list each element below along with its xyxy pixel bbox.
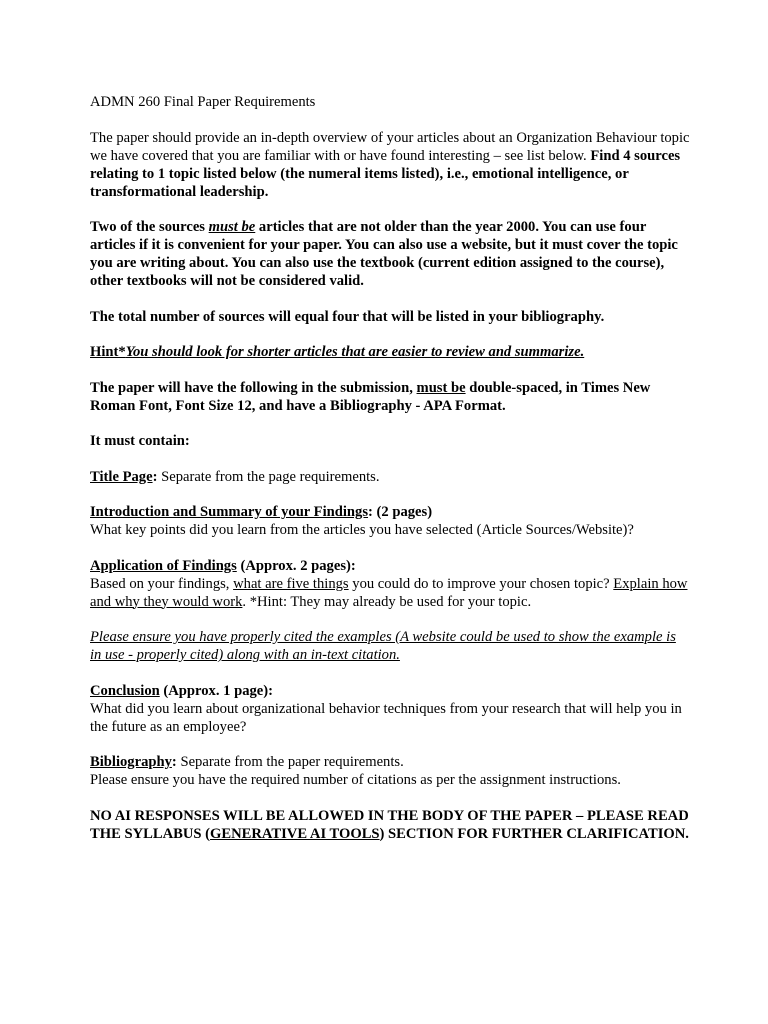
format-rest: double-spaced, in Times New Roman Font, Font Size 12, and have a Bibliography - APA Format.: [90, 379, 651, 414]
application-underlined-2: Explain how and why they would work: [90, 575, 688, 610]
must-contain-text: It must contain:: [90, 433, 190, 449]
citation-note-text: Please ensure you have properly cited the examples (A website could be used to show the example is in use - properly cited) along with an in-text citation.: [90, 629, 676, 663]
total-sources-paragraph: [90, 308, 690, 326]
document-title: [90, 93, 690, 111]
conclusion-heading: Conclusion: [90, 682, 160, 699]
bibliography-text: Separate from the paper requirements.: [180, 754, 404, 770]
title-page-text: Separate from the page requirements.: [161, 468, 380, 485]
format-lead: The paper will have the following in the submission,: [90, 379, 413, 396]
title-page-heading: Title Page: [90, 468, 153, 485]
ai-notice-after: ) SECTION FOR FURTHER CLARIFICATION.: [379, 825, 689, 842]
intro-paragraph: [90, 129, 690, 201]
format-paragraph: [90, 379, 690, 415]
intro-bold-text: Find 4 sources relating to 1 topic listed below (the numeral items listed), i.e., emotional intelligence, or transformational leadership.: [90, 147, 681, 200]
title-page-section: [90, 468, 690, 486]
introduction-heading: Introduction and Summary of your Findings: [90, 504, 369, 520]
bibliography-section: [90, 753, 690, 789]
conclusion-text: What did you learn about organizational behavior techniques from your research that will help you in the future as an employee?: [90, 700, 682, 735]
intro-text: The paper should provide an in-depth overview of your articles about an Organization Behaviour topic we have covered that you are familiar with or have found interesting – see list below.: [90, 129, 690, 164]
sources-paragraph: [90, 218, 690, 290]
application-suffix: (Approx. 2 pages):: [240, 557, 356, 574]
ai-notice-paragraph: [90, 807, 690, 843]
hint-paragraph: [90, 343, 690, 361]
introduction-section: [90, 503, 690, 539]
application-section: [90, 557, 690, 611]
hint-text: You should look for shorter articles that are easier to review and summarize.: [125, 344, 585, 360]
introduction-suffix: : (2 pages): [368, 504, 433, 520]
application-text-before: Based on your findings,: [90, 575, 230, 592]
format-must-be: must be: [416, 379, 466, 396]
bibliography-colon: :: [171, 754, 177, 770]
total-sources-text: The total number of sources will equal four that will be listed in your bibliography.: [90, 308, 605, 325]
sources-lead: Two of the sources: [90, 219, 205, 235]
ai-notice-link: GENERATIVE AI TOOLS: [210, 825, 380, 842]
sources-must-be: must be: [208, 219, 256, 235]
conclusion-suffix: (Approx. 1 page):: [163, 682, 273, 699]
citation-note-paragraph: [90, 628, 690, 664]
conclusion-section: [90, 682, 690, 736]
application-underlined-1: what are five things: [233, 575, 349, 592]
ai-notice-before: NO AI RESPONSES WILL BE ALLOWED IN THE BODY OF THE PAPER – PLEASE READ THE SYLLABUS (: [90, 807, 689, 842]
hint-label: Hint*: [90, 344, 126, 360]
title-page-colon: :: [152, 468, 158, 485]
document-page: [90, 93, 690, 860]
introduction-text: What key points did you learn from the articles you have selected (Article Sources/Website)?: [90, 522, 634, 538]
must-contain-heading: [90, 432, 690, 450]
application-text-middle: you could do to improve your chosen topic?: [352, 575, 610, 592]
bibliography-heading: Bibliography: [90, 754, 172, 770]
bibliography-text-2: Please ensure you have the required number of citations as per the assignment instructions.: [90, 772, 621, 788]
sources-rest: articles that are not older than the year 2000. You can use four articles if it is convenient for your paper. You can also use a website, but it must cover the topic you are writing about. You can also use the textbook (current edition assigned to the course), other textbooks will not be considered valid.: [90, 219, 678, 289]
document-title-text: ADMN 260 Final Paper Requirements: [90, 94, 316, 110]
application-text-after: . *Hint: They may already be used for your topic.: [242, 593, 532, 610]
application-heading: Application of Findings: [90, 557, 237, 574]
